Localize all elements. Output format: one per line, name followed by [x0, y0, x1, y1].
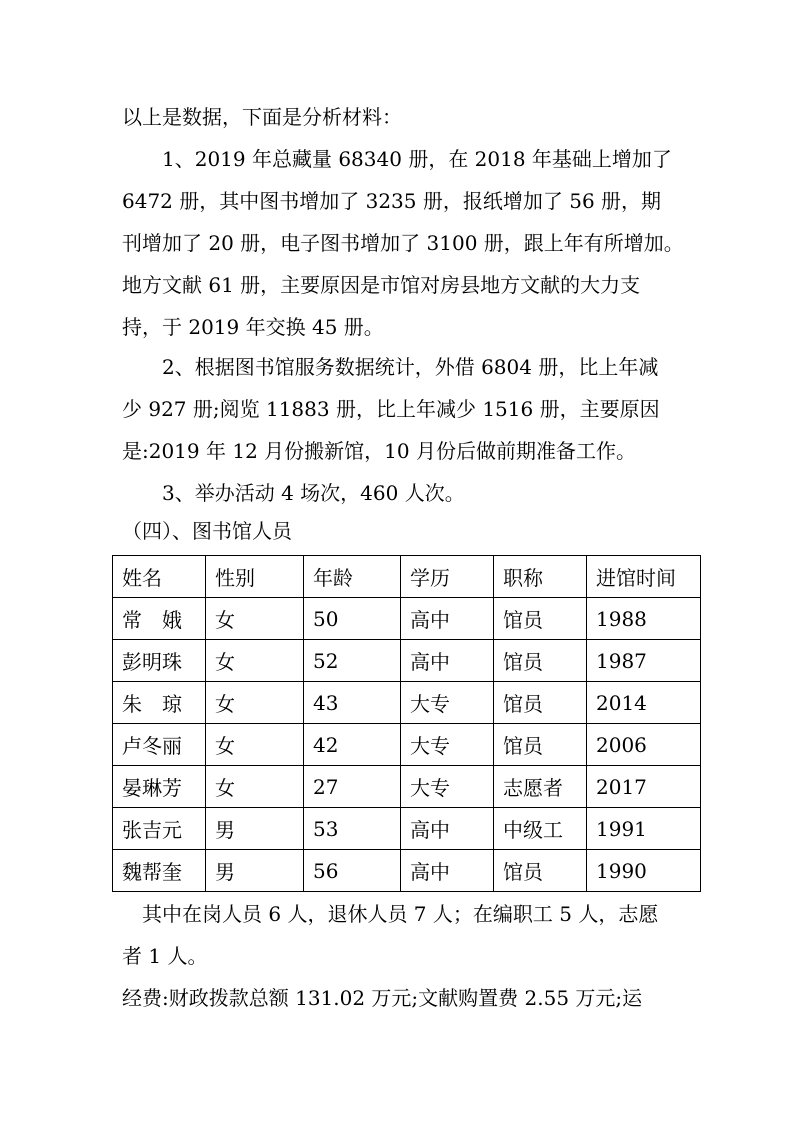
- cell-age: 50: [304, 598, 401, 640]
- table-row: [113, 808, 701, 850]
- cell-title: 馆员: [494, 850, 587, 892]
- table-row: [113, 766, 701, 808]
- cell-education: 大专: [401, 682, 494, 724]
- cell-gender: 女: [206, 640, 304, 682]
- cell-gender: 男: [206, 850, 304, 892]
- header-gender: 性别: [206, 556, 304, 598]
- cell-gender: 男: [206, 808, 304, 850]
- cell-education: 高中: [401, 598, 494, 640]
- item-1-line-4: 地方文献 61 册，主要原因是市馆对房县地方文献的大力支: [122, 273, 641, 297]
- cell-gender: 女: [206, 598, 304, 640]
- cell-age: 42: [304, 724, 401, 766]
- header-age: 年龄: [304, 556, 401, 598]
- header-education: 学历: [401, 556, 494, 598]
- cell-education: 大专: [401, 766, 494, 808]
- cell-education: 大专: [401, 724, 494, 766]
- table-row: [113, 682, 701, 724]
- cell-title: 馆员: [494, 598, 587, 640]
- cell-title: 志愿者: [494, 766, 587, 808]
- section-title: （四）、图书馆人员: [122, 519, 292, 543]
- staff-table: [112, 555, 701, 892]
- item-1-line-5: 持，于 2019 年交换 45 册。: [122, 315, 384, 339]
- cell-join-year: 2014: [587, 682, 701, 724]
- table-row: [113, 850, 701, 892]
- item-1-line-3: 刊增加了 20 册，电子图书增加了 3100 册，跟上年有所增加。: [122, 231, 684, 255]
- item-3-line: 3、举办活动 4 场次，460 人次。: [162, 481, 465, 505]
- cell-join-year: 1991: [587, 808, 701, 850]
- cell-title: 馆员: [494, 682, 587, 724]
- item-1-line-2: 6472 册，其中图书增加了 3235 册，报纸增加了 56 册，期: [122, 189, 662, 213]
- cell-gender: 女: [206, 766, 304, 808]
- header-title: 职称: [494, 556, 587, 598]
- cell-join-year: 1988: [587, 598, 701, 640]
- table-row: [113, 598, 701, 640]
- cell-age: 27: [304, 766, 401, 808]
- cell-join-year: 1987: [587, 640, 701, 682]
- cell-age: 43: [304, 682, 401, 724]
- cell-name: 张吉元: [113, 808, 206, 850]
- cell-join-year: 1990: [587, 850, 701, 892]
- item-2-line-2: 少 927 册;阅览 11883 册，比上年减少 1516 册，主要原因: [122, 397, 660, 421]
- cell-title: 中级工: [494, 808, 587, 850]
- staff-summary-line-1: 其中在岗人员 6 人，退休人员 7 人；在编职工 5 人，志愿: [142, 902, 659, 926]
- item-2-line-3: 是:2019 年 12 月份搬新馆，10 月份后做前期准备工作。: [122, 439, 636, 463]
- cell-name: 朱 琼: [113, 682, 206, 724]
- cell-age: 56: [304, 850, 401, 892]
- cell-name: 晏琳芳: [113, 766, 206, 808]
- cell-education: 高中: [401, 808, 494, 850]
- header-join-year: 进馆时间: [587, 556, 701, 598]
- table-row: [113, 724, 701, 766]
- cell-name: 卢冬丽: [113, 724, 206, 766]
- cell-title: 馆员: [494, 640, 587, 682]
- cell-gender: 女: [206, 682, 304, 724]
- cell-age: 53: [304, 808, 401, 850]
- cell-education: 高中: [401, 850, 494, 892]
- cell-gender: 女: [206, 724, 304, 766]
- cell-title: 馆员: [494, 724, 587, 766]
- table-row: [113, 640, 701, 682]
- cell-name: 魏帮奎: [113, 850, 206, 892]
- item-2-line-1: 2、根据图书馆服务数据统计，外借 6804 册，比上年减: [162, 355, 659, 379]
- item-1-line-1: 1、2019 年总藏量 68340 册，在 2018 年基础上增加了: [162, 147, 672, 171]
- funding-line: 经费:财政拨款总额 131.02 万元;文献购置费 2.55 万元;运: [122, 986, 643, 1010]
- cell-age: 52: [304, 640, 401, 682]
- header-name: 姓名: [113, 556, 206, 598]
- staff-summary-line-2: 者 1 人。: [122, 944, 208, 968]
- cell-education: 高中: [401, 640, 494, 682]
- cell-join-year: 2006: [587, 724, 701, 766]
- cell-name: 彭明珠: [113, 640, 206, 682]
- intro-line: 以上是数据，下面是分析材料：: [122, 105, 402, 129]
- cell-join-year: 2017: [587, 766, 701, 808]
- table-header-row: [113, 556, 701, 598]
- cell-name: 常 娥: [113, 598, 206, 640]
